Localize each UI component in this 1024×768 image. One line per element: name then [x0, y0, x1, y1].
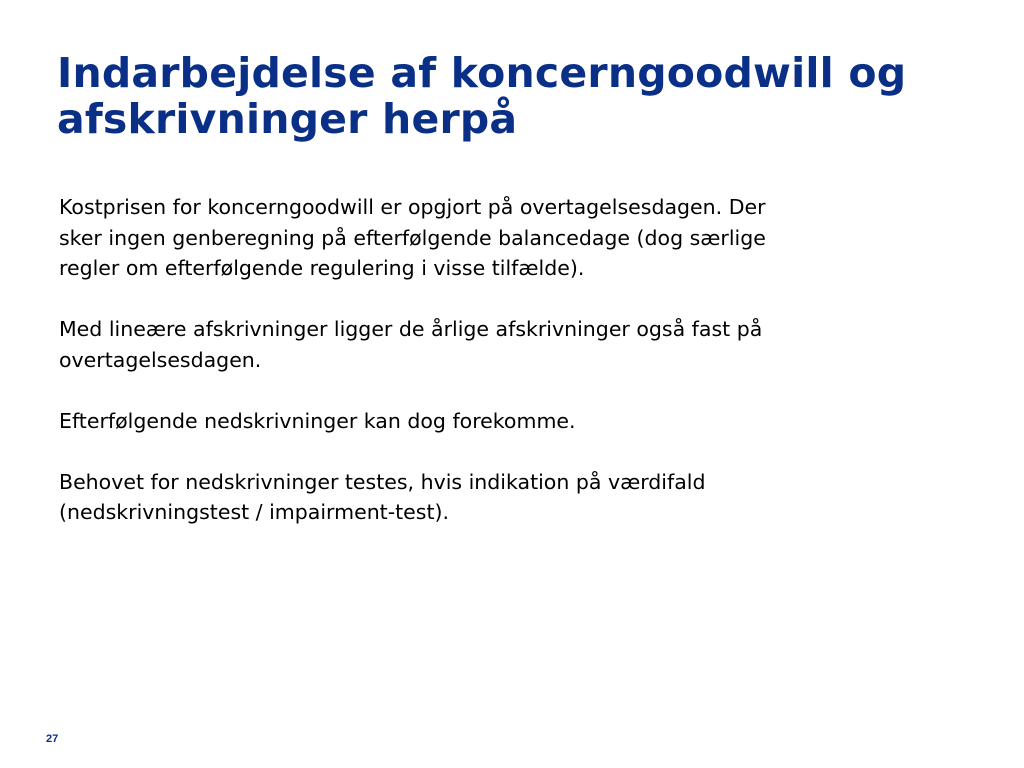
page-number: 27: [46, 733, 59, 745]
body-paragraph: [59, 467, 979, 528]
body-line: Med lineære afskrivninger ligger de årlige afskrivninger også fast på: [59, 317, 763, 341]
body-line: Efterfølgende nedskrivninger kan dog forekomme.: [59, 408, 576, 433]
slide-body: [59, 192, 979, 558]
body-paragraph: [59, 192, 979, 284]
body-line: Behovet for nedskrivninger testes, hvis indikation på værdifald: [59, 469, 706, 494]
body-line: (nedskrivningstest / impairment-test).: [59, 500, 450, 524]
slide-title-line: Indarbejdelse af koncerngoodwill og: [57, 49, 907, 97]
body-paragraph: [59, 406, 979, 437]
body-line: sker ingen genberegning på efterfølgende balancedage (dog særlige: [59, 225, 766, 250]
body-line: Kostprisen for koncerngoodwill er opgjort på overtagelsesdagen. Der: [59, 195, 766, 219]
body-paragraph: [59, 314, 979, 375]
slide-title: [57, 50, 1007, 142]
slide-title-line: afskrivninger herpå: [57, 95, 518, 143]
body-line: overtagelsesdagen.: [59, 347, 262, 372]
body-line: regler om efterfølgende regulering i visse tilfælde).: [59, 256, 585, 280]
